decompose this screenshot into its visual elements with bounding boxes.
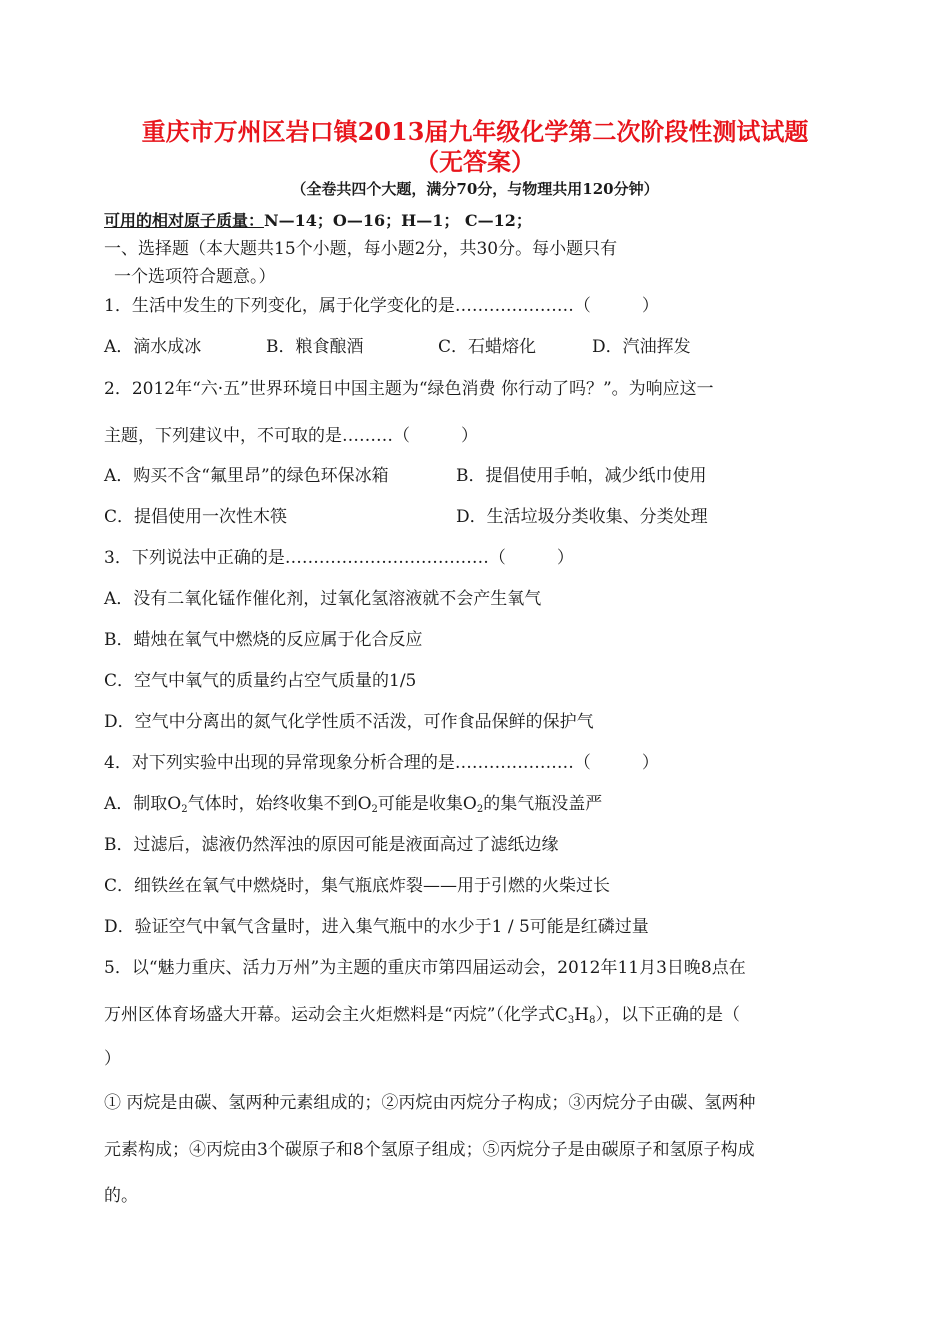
q4a-sub-1: 2 [181,804,188,815]
question-4-option-a [104,789,602,815]
question-2-option-b: B．提倡使用手帕，减少纸巾使用 [456,466,707,486]
q5-text-3: ），以下正确的是（ [595,1005,740,1025]
exam-title: 重庆市万州区岩口镇2013届九年级化学第二次阶段性测试试题 [141,117,809,146]
question-2-option-a: A．购买不含“氟里昂”的绿色环保冰箱 [104,466,389,486]
question-1-option-d: D．汽油挥发 [592,337,691,357]
question-5-stem-cont [104,1000,740,1026]
question-3-stem: 3．下列说法中正确的是………………………………（ ） [104,548,574,568]
question-4-option-c: C．细铁丝在氧气中燃烧时，集气瓶底炸裂——用于引燃的火柴过长 [104,876,611,896]
question-2-stem: 2．2012年“六·五”世界环境日中国主题为“绿色消费 你行动了吗？”。为响应这一 [104,379,714,399]
question-2-option-d: D．生活垃圾分类收集、分类处理 [456,507,708,527]
question-1-option-c: C．石蜡熔化 [438,337,537,357]
question-3-option-a: A．没有二氧化锰作催化剂，过氧化氢溶液就不会产生氧气 [104,589,542,609]
exam-title-note: （无答案） [415,147,535,176]
q4a-text-4: 的集气瓶没盖严 [483,794,603,814]
section-heading-cont: 一个选项符合题意。） [114,267,276,287]
question-1-option-a: A．滴水成冰 [104,337,202,357]
q5-sub-3: 3 [567,1015,575,1026]
exam-subtitle: （全卷共四个大题，满分70分，与物理共用120分钟） [291,180,659,198]
question-5-statements-end: 的。 [104,1186,138,1206]
question-2-option-c: C．提倡使用一次性木筷 [104,507,288,527]
question-1-option-b: B．粮食酿酒 [266,337,364,357]
question-3-option-d: D．空气中分离出的氮气化学性质不活泼，可作食品保鲜的保护气 [104,712,594,732]
question-1-stem: 1．生活中发生的下列变化，属于化学变化的是…………………（ ） [104,296,659,316]
question-2-stem-cont: 主题，下列建议中，不可取的是………（ ） [104,426,478,446]
question-4-option-b: B．过滤后，滤液仍然浑浊的原因可能是液面高过了滤纸边缘 [104,835,559,855]
q4a-sub-2: 2 [371,804,378,815]
q4a-sub-3: 2 [476,804,484,815]
atomic-mass-line [104,208,532,231]
q5-text-2: H [574,1005,590,1025]
question-3-option-c: C．空气中氧气的质量约占空气质量的1/5 [104,671,417,691]
q4a-text-2: 气体时，始终收集不到O [187,794,372,814]
section-heading: 一、选择题（本大题共15个小题，每小题2分，共30分。每小题只有 [104,239,618,259]
question-5-statements-cont: 元素构成；④丙烷由3个碳原子和8个氢原子组成；⑤丙烷分子是由碳原子和氢原子构成 [104,1140,755,1160]
q4a-text-3: 可能是收集O [377,794,477,814]
q4a-text-1: A．制取O [104,794,182,814]
question-3-option-b: B．蜡烛在氧气中燃烧的反应属于化合反应 [104,630,423,650]
atomic-mass-values: N—14；O—16；H—1； C—12； [264,211,532,230]
q5-sub-8: 8 [589,1015,596,1026]
question-4-stem: 4．对下列实验中出现的异常现象分析合理的是…………………（ ） [104,753,659,773]
atomic-mass-label: 可用的相对原子质量： [104,211,265,230]
question-4-option-d: D．验证空气中氧气含量时，进入集气瓶中的水少于1 / 5可能是红磷过量 [104,917,649,937]
question-5-stem: 5．以“魅力重庆、活力万州”为主题的重庆市第四届运动会，2012年11月3日晚8点在 [104,958,746,978]
q5-text-1: 万州区体育场盛大开幕。运动会主火炬燃料是“丙烷”（化学式C [104,1005,568,1025]
question-5-stem-end: ） [104,1049,121,1069]
question-5-statements: ① 丙烷是由碳、氢两种元素组成的；②丙烷由丙烷分子构成；③丙烷分子由碳、氢两种 [104,1093,756,1113]
